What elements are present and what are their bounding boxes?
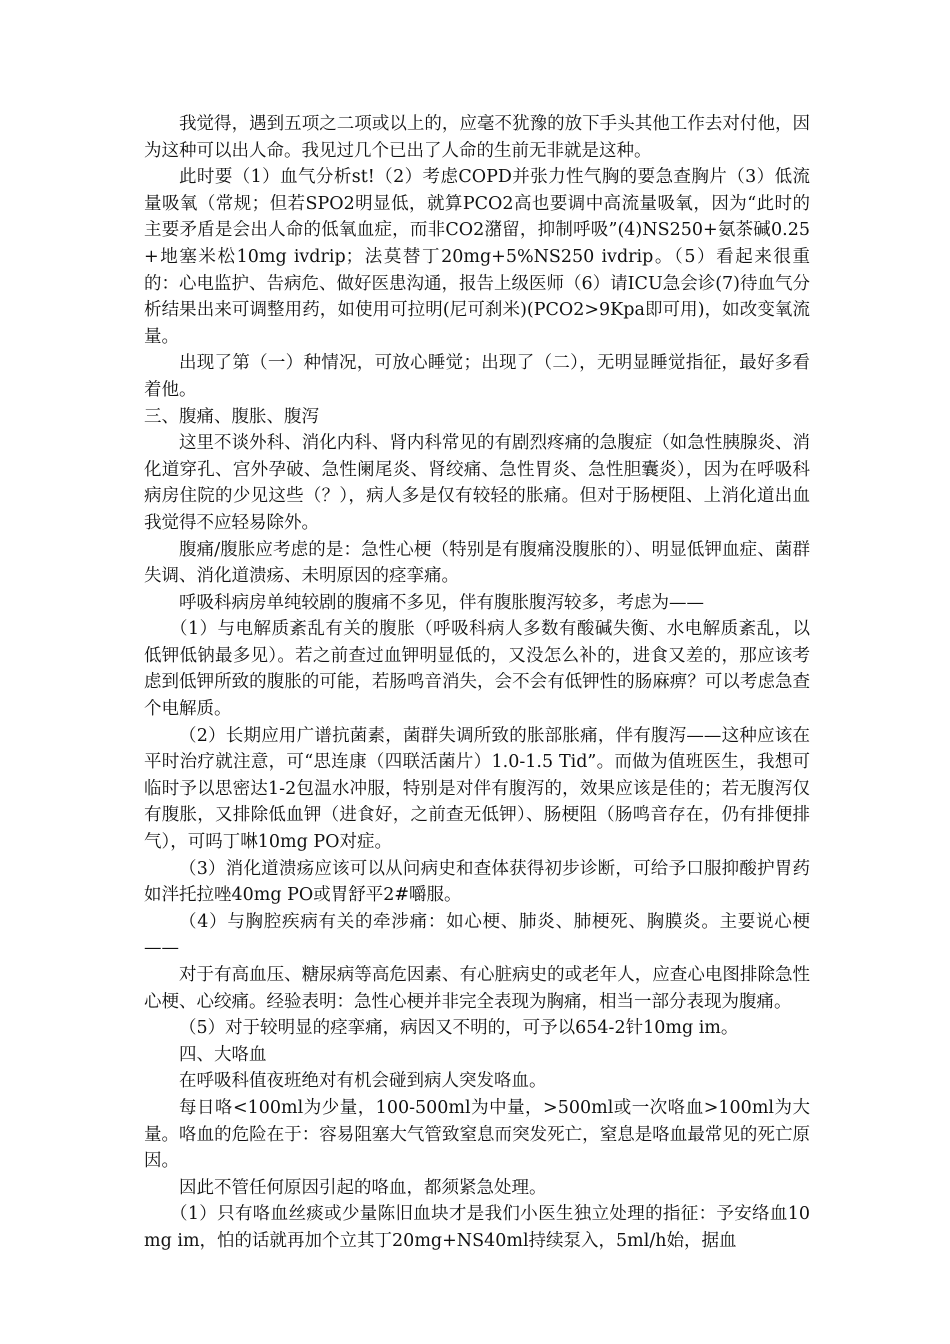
paragraph: 在呼吸科值夜班绝对有机会碰到病人突发咯血。 bbox=[179, 1071, 547, 1092]
list-item: （3）消化道溃疡应该可以从问病史和查体获得初步诊断，可给予口服抑酸护胃药如泮托拉唑40mg PO或胃舒平2#嚼服。 bbox=[144, 858, 810, 906]
section-heading: 四、大咯血 bbox=[179, 1044, 267, 1065]
paragraph: 因此不管任何原因引起的咯血，都须紧急处理。 bbox=[179, 1177, 547, 1198]
section-heading: 三、腹痛、腹胀、腹泻 bbox=[144, 406, 319, 427]
paragraph: 腹痛/腹胀应考虑的是：急性心梗（特别是有腹痛没腹胀的）、明显低钾血症、菌群失调、消化道溃疡、未明原因的痉挛痛。 bbox=[144, 539, 810, 587]
list-item: （1）与电解质紊乱有关的腹胀（呼吸科病人多数有酸碱失衡、水电解质紊乱，以低钾低钠最多见）。若之前查过血钾明显低的，又没怎么补的，进食又差的，那应该考虑到低钾所致的腹胀的可能，若肠鸣音消失，会不会有低钾性的肠麻痹？可以考虑急查个电解质。 bbox=[144, 619, 810, 720]
paragraph: 这里不谈外科、消化内科、肾内科常见的有剧烈疼痛的急腹症（如急性胰腺炎、消化道穿孔、宫外孕破、急性阑尾炎、肾绞痛、急性胃炎、急性胆囊炎），因为在呼吸科病房住院的少见这些（？），病人多是仅有较轻的胀痛。但对于肠梗阻、上消化道出血我觉得不应轻易除外。 bbox=[144, 433, 810, 533]
list-item: （5）对于较明显的痉挛痛，病因又不明的，可予以654-2针10mg im。 bbox=[179, 1018, 739, 1039]
paragraph: 此时要（1）血气分析st!（2）考虑COPD并张力性气胸的要急查胸片（3）低流量吸氧（常规；但若SPO2明显低，就算PCO2高也要调中高流量吸氧，因为“此时的主要矛盾是会出人命的低氧血症，而非CO2潴留，抑制呼吸”(4)NS250+氨茶碱0.25+地塞米松10mg ivdrip；法莫替丁20mg+5%NS250 ivdrip。（5）看起来很重的：心电监护、告病危、做好医患沟通，报告上级医师（6）请ICU急会诊(7)待血气分析结果出来可调整用药，如使用可拉明(尼可刹米)(PCO2>9Kpa即可用)，如改变氧流量。 bbox=[144, 167, 810, 347]
paragraph: 对于有高血压、糖尿病等高危因素、有心脏病史的或老年人，应查心电图排除急性心梗、心绞痛。经验表明：急性心梗并非完全表现为胸痛，相当一部分表现为腹痛。 bbox=[144, 965, 810, 1012]
paragraph: 每日咯<100ml为少量，100-500ml为中量，>500ml或一次咯血>100ml为大量。咯血的危险在于：容易阻塞大气管致窒息而突发死亡，窒息是咯血最常见的死亡原因。 bbox=[144, 1097, 810, 1172]
list-item: （1）只有咯血丝痰或少量陈旧血块才是我们小医生独立处理的指征：予安络血10mg im，怕的话就再加个立其丁20mg+NS40ml持续泵入，5ml/h始，据血 bbox=[144, 1204, 810, 1251]
list-item: （4）与胸腔疾病有关的牵涉痛：如心梗、肺炎、肺梗死、胸膜炎。主要说心梗—— bbox=[144, 911, 810, 959]
paragraph: 呼吸科病房单纯较剧的腹痛不多见，伴有腹胀腹泻较多，考虑为—— bbox=[179, 592, 704, 613]
document-body bbox=[144, 111, 810, 1255]
paragraph: 我觉得，遇到五项之二项或以上的，应毫不犹豫的放下手头其他工作去对付他，因为这种可以出人命。我见过几个已出了人命的生前无非就是这种。 bbox=[144, 114, 810, 161]
paragraph: 出现了第（一）种情况，可放心睡觉；出现了（二），无明显睡觉指征，最好多看着他。 bbox=[144, 353, 810, 400]
list-item: （2）长期应用广谱抗菌素，菌群失调所致的胀部胀痛，伴有腹泻——这种应该在平时治疗就注意，可“思连康（四联活菌片）1.0-1.5 Tid”。而做为值班医生，我想可临时予以思密达1-2包温水冲服，特别是对伴有腹泻的，效果应该是佳的；若无腹泻仅有腹胀，又排除低血钾（进食好，之前查无低钾）、肠梗阻（肠鸣音存在，仍有排便排气），可吗丁啉10mg PO对症。 bbox=[144, 725, 810, 853]
